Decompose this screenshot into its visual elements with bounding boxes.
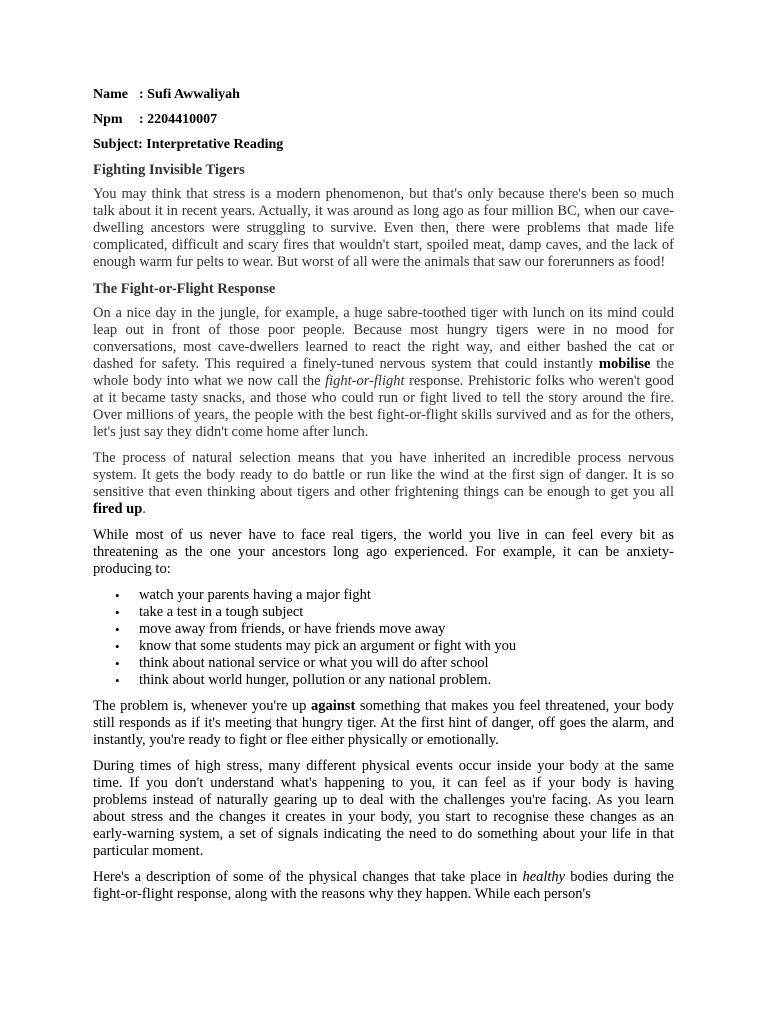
text-run: The problem is, whenever you're up [93, 698, 311, 714]
section-heading: The Fight-or-Flight Response [93, 281, 276, 297]
list-item [93, 655, 674, 672]
bold-term-fired-up: fired up [93, 501, 143, 517]
italic-term-fight-or-flight: fight-or-flight [325, 373, 405, 389]
list-item-text: move away from friends, or have friends move away [139, 621, 446, 637]
document-page [93, 86, 674, 912]
subject-value: : Interpretative Reading [138, 137, 284, 152]
bold-term-mobilise: mobilise [598, 356, 651, 372]
name-label: Name [93, 87, 128, 102]
npm-value: : 2204410007 [139, 112, 218, 127]
paragraph-intro: You may think that stress is a modern phenomenon, but that's only because there's been so much talk about it in recent years. Actually, it was around as long ago as four million BC, when our cave-dwelling ancestors were struggling to survive. Even then, there were problems that made life complicated, difficult and scary fires that wouldn't start, spoiled meat, damp caves, and the lack of enough warm fur pelts to wear. But worst of all were the animals that saw our forerunners as food! [93, 186, 674, 270]
bullet-icon: • [115, 622, 120, 637]
bullet-icon: • [115, 673, 120, 688]
list-item [93, 587, 674, 604]
list-item-text: watch your parents having a major fight [139, 587, 371, 603]
bullet-icon: • [115, 639, 120, 654]
paragraph-natural-selection [93, 450, 674, 518]
subject-line [93, 136, 674, 154]
paragraph-problem [93, 698, 674, 749]
paragraph-real-tigers: While most of us never have to face real tigers, the world you live in can feel every bit as threatening as the one your ancestors long ago experienced. For example, it can be anxiety-producing to: [93, 527, 674, 577]
text-run: Here's a description of some of the physical changes that take place in [93, 869, 523, 885]
anxiety-list [93, 587, 674, 689]
bullet-icon: • [115, 588, 120, 603]
list-item-text: think about national service or what you will do after school [139, 655, 489, 671]
paragraph-high-stress: During times of high stress, many different physical events occur inside your body at the same time. If you don't understand what's happening to you, it can feel as if your body is having problems instead of naturally gearing up to deal with the challenges you're facing. As you learn about stress and the changes it creates in your body, you start to recognise these changes as an early-warning system, a set of signals indicating the need to do something about your life in that particular moment. [93, 758, 674, 859]
paragraph-physical-changes [93, 869, 674, 903]
list-item-text: think about world hunger, pollution or any national problem. [139, 672, 492, 688]
bold-term-against: against [310, 698, 356, 714]
text-run: bodies during the fight-or-flight response, along with the reasons why they happen. While each person's [93, 869, 674, 902]
npm-line [93, 111, 674, 129]
bullet-icon: • [115, 656, 120, 671]
list-item [93, 672, 674, 689]
list-item-text: know that some students may pick an argument or fight with you [139, 638, 517, 654]
name-line [93, 86, 674, 104]
subject-label: Subject [93, 137, 139, 152]
npm-label: Npm [93, 112, 123, 127]
list-item-text: take a test in a tough subject [139, 604, 304, 620]
text-run: . [142, 501, 146, 517]
document-title: Fighting Invisible Tigers [93, 162, 245, 178]
text-run: the whole body into what we now call the [93, 356, 675, 389]
text-run: something that makes you feel threatened, your body still responds as if it's meeting that hungry tiger. At the first hint of danger, off goes the alarm, and instantly, you're ready to fight or flee either physically or emotionally. [93, 698, 674, 748]
text-run: On a nice day in the jungle, for example, a huge sabre-toothed tiger with lunch on its mind could leap out in front of those poor people. Because most hungry tigers were in no mood for conversations, most cave-dwellers learned to react the right way, and either bashed the cat or dashed for safety. This required a finely-tuned nervous system that could instantly [93, 305, 674, 372]
list-item [93, 638, 674, 655]
list-item [93, 621, 674, 638]
text-run: The process of natural selection means that you have inherited an incredible process nervous system. It gets the body ready to do battle or run like the wind at the first sign of danger. It is so sensitive that even thinking about tigers and other frightening things can be enough to get you all [93, 450, 674, 500]
text-run: response. Prehistoric folks who weren't good at it became tasty snacks, and those who could run or fight lived to tell the story around the fire. Over millions of years, the people with the best fight-or-flight skills survived and as for the others, let's just say they didn't come home after lunch. [93, 373, 675, 440]
bullet-icon: • [115, 605, 120, 620]
list-item [93, 604, 674, 621]
paragraph-jungle [93, 305, 674, 441]
name-value: : Sufi Awwaliyah [139, 87, 240, 102]
italic-term-healthy: healthy [522, 869, 566, 885]
